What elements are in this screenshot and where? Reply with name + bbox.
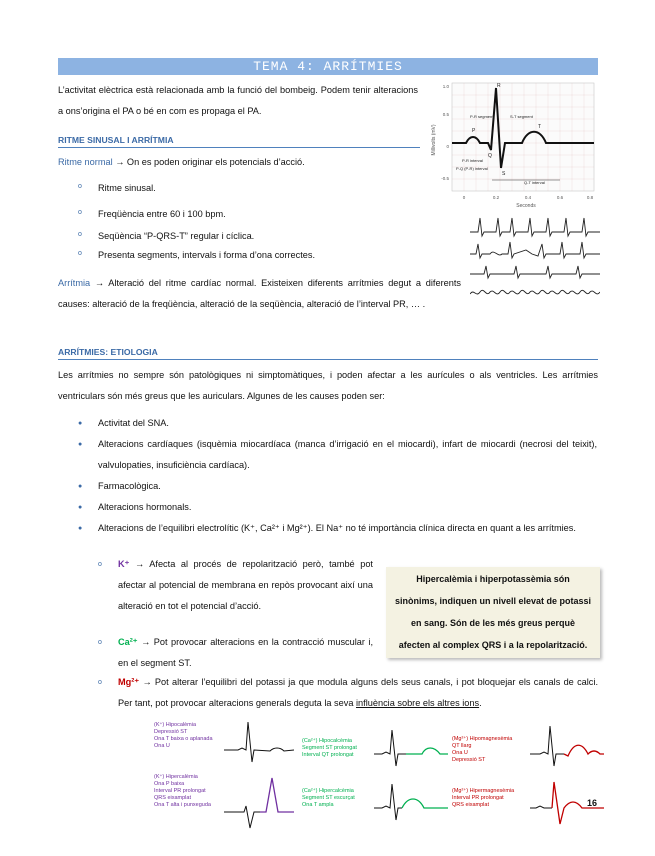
circle-bullet-icon: o [78, 209, 82, 216]
ecg-card [148, 772, 298, 848]
arritmia-term: Arrítmia [58, 278, 91, 288]
ion-ca-text: → Pot provocar alteracions en la contracció muscular i, en el segment ST. [118, 637, 373, 668]
list-item: ● Alteracions hormonals. [78, 497, 597, 518]
ecg-card-line: Ona T alta i punxeguda [154, 802, 211, 808]
ecg-ytick: 1.0 [442, 84, 449, 89]
list-item: ● Activitat del SNA. [78, 413, 597, 434]
ecg-xtick: 0.4 [524, 195, 532, 200]
ecg-label-t: T [538, 124, 542, 130]
ecg-ytick: 0 [446, 144, 449, 149]
ecg-card-line: Ona P baixa [154, 781, 185, 787]
ecg-card [298, 780, 448, 856]
ecg-label-p: P [472, 128, 476, 134]
ecg-label-pr-interval: P-R interval [462, 158, 483, 163]
ecg-wave-hipocalcemia [374, 726, 448, 772]
ecg-card-title: (K⁺) Hipocalèmia [154, 722, 197, 728]
section-heading-etiologia: ARRÍTMIES: ETIOLOGIA [58, 347, 158, 357]
ecg-xtick: 0 [462, 195, 466, 200]
ecg-label-q: Q [488, 153, 492, 159]
ecg-xtick: 0.2 [492, 195, 500, 200]
ecg-card-line: Ona T baixa o aplanada [154, 736, 213, 742]
ion-mg-item: o Mg²⁺ → Pot alterar l’equilibri del potassi ja que modula alguns dels seus canals, i pot bloquejar els canals de calci. Per tant, pot provocar alteracions generals deguta la seva influència sobre els altres ions. [118, 672, 598, 714]
ecg-xlabel: Seconds [516, 203, 536, 209]
ecg-card-line: Segment ST prolongat [302, 745, 357, 751]
causes-list [78, 413, 597, 539]
ecg-card-title: (Mg²⁺) Hipermagnesèmia [452, 788, 515, 794]
intro-text: L’activitat elèctrica està relacionada amb la funció del bombeig. Podem tenir alteracions a ons’origina el PA o bé en com es propaga el PA. [58, 85, 418, 116]
ecg-wave-hipomagnesemia [530, 724, 604, 770]
circle-bullet-icon: o [98, 679, 102, 686]
intro-paragraph [58, 80, 418, 122]
list-item: o Ritme sinusal. [78, 183, 156, 193]
ecg-ytick: 0.5 [442, 112, 449, 117]
circle-bullet-icon: o [78, 183, 82, 190]
page-title: TEMA 4: ARRÍTMIES [58, 58, 598, 75]
circle-bullet-icon: o [78, 231, 82, 238]
ecg-label-r: R [497, 83, 501, 89]
ritme-normal-term: Ritme normal [58, 157, 113, 167]
ecg-ylabel: Millivolts (mV) [431, 124, 437, 156]
ecg-card-title: (K⁺) Hipercalèmia [154, 774, 198, 780]
bullet-icon: ● [78, 525, 83, 532]
ecg-card-line: Interval QT prolongat [302, 752, 354, 758]
ion-k-text: → Afecta al procés de repolarització però, també pot afectar al potencial de membrana en repòs provocant així una alteració en tot el potencial d’acció. [118, 559, 373, 611]
ritme-normal-text: → On es poden originar els potencials d’acció. [112, 157, 305, 167]
ecg-ytick: -0.5 [441, 176, 449, 181]
bullet-icon: ● [78, 504, 83, 511]
ecg-card-line: Interval PR prolongat [452, 795, 504, 801]
hipercalemia-callout [386, 567, 600, 658]
ion-mg-label: Mg²⁺ [118, 677, 140, 687]
etiologia-intro: Les arrítmies no sempre són patològiques ni simptomàtiques, i poden afectar a les aurícules o als ventricles. Les arrítmies ventriculars són més greus que les auriculars. Algunes de les causes poden ser: [58, 370, 598, 401]
ecg-wave-hipocalemia [224, 720, 294, 766]
ion-mg-underline: influència sobre els altres ions [356, 698, 480, 708]
section-divider [58, 359, 598, 360]
ion-k-item [98, 554, 373, 617]
ion-ca-label: Ca²⁺ [118, 637, 138, 647]
ecg-card-line: Ona U [452, 750, 468, 756]
ecg-label-st-segment: S-T segment [510, 114, 533, 119]
ecg-label-pr-segment: P-R segment [470, 114, 494, 119]
ecg-card-line: QT llarg [452, 743, 472, 749]
circle-bullet-icon: o [98, 639, 102, 646]
ecg-wave-hipercalemia [224, 772, 294, 830]
bullet-icon: ● [78, 441, 83, 448]
ecg-xtick: 0.8 [586, 195, 594, 200]
ritme-normal-list [78, 183, 418, 270]
circle-bullet-icon: o [98, 561, 102, 568]
ion-mg-text: → Pot alterar l’equilibri del potassi ja que modula alguns dels seus canals, i pot bloquejar els canals de calci. Per tant, pot provocar alteracions generals deguta la seva [118, 677, 598, 708]
list-item: ● Alteracions de l’equilibri electrolític (K⁺, Ca²⁺ i Mg²⁺). El Na⁺ no té importància clínica directa en quant a les arrítmies. [78, 518, 597, 539]
page-number: 16 [586, 798, 597, 808]
circle-bullet-icon: o [78, 250, 82, 257]
section-divider [58, 147, 420, 148]
callout-text: Hipercalèmia i hiperpotassèmia són sinònims, indiquen un nivell elevat de potassi en sang. Són de les més greus perquè afecten al complex QRS i a la repolarització. [394, 574, 592, 650]
arritmia-paragraph [58, 273, 461, 315]
bullet-icon: ● [78, 420, 83, 427]
bullet-icon: ● [78, 483, 83, 490]
ecg-diagram [426, 80, 598, 210]
ecg-card-line: Segment ST escurçat [302, 795, 355, 801]
section-heading-ritme: RITME SINUSAL I ARRÍTMIA [58, 135, 174, 145]
ecg-card-title: (Ca²⁺) Hipocalcèmia [302, 738, 352, 744]
ecg-card-line: Interval PR prolongat [154, 788, 206, 794]
ecg-card [448, 778, 604, 854]
rhythm-strips-image [470, 214, 600, 300]
ritme-normal-paragraph [58, 152, 418, 173]
ecg-label-s: S [502, 171, 506, 177]
ecg-card-title: (Mg²⁺) Hipomagnesèmia [452, 736, 513, 742]
ecg-card-line: QRS eixamplat [154, 795, 191, 801]
ecg-xtick: 0.6 [556, 195, 564, 200]
ecg-label-qt: Q-T interval [524, 180, 545, 185]
ecg-card-line: Depressió ST [452, 757, 486, 763]
ecg-card-line: QRS eixamplat [452, 802, 489, 808]
list-item: ● Farmacològica. [78, 476, 597, 497]
list-item: o Seqüència “P-QRS-T” regular i cíclica. [78, 231, 255, 241]
ion-ca-item [98, 632, 373, 674]
list-item: o Freqüència entre 60 i 100 bpm. [78, 209, 226, 219]
ecg-card-line: Ona U [154, 743, 170, 749]
ecg-card-line: Ona T ampla [302, 802, 334, 808]
list-item: ● Alteracions cardíaques (isquèmia miocardíaca (manca d’irrigació en el miocardi), infart de miocardi (necrosi del teixit), valvulopaties, insuficiència cardíaca). [78, 434, 597, 476]
ecg-label-qrs: P-Q (P-R) interval [456, 166, 488, 171]
ecg-card-line: Depressió ST [154, 729, 188, 735]
arritmia-text: → Alteració del ritme cardíac normal. Existeixen diferents arrítmies degut a diferents causes: alteració de la freqüència, alteració de la seqüència, alteració de l’interval PR, … . [58, 278, 461, 309]
list-item: o Presenta segments, intervals i forma d’ona correctes. [78, 250, 316, 260]
ion-ecg-figures [148, 718, 604, 832]
ecg-wave-hipercalcemia [374, 780, 448, 826]
ecg-card-title: (Ca²⁺) Hipercalcèmia [302, 788, 354, 794]
ion-k-label: K⁺ [118, 559, 130, 569]
